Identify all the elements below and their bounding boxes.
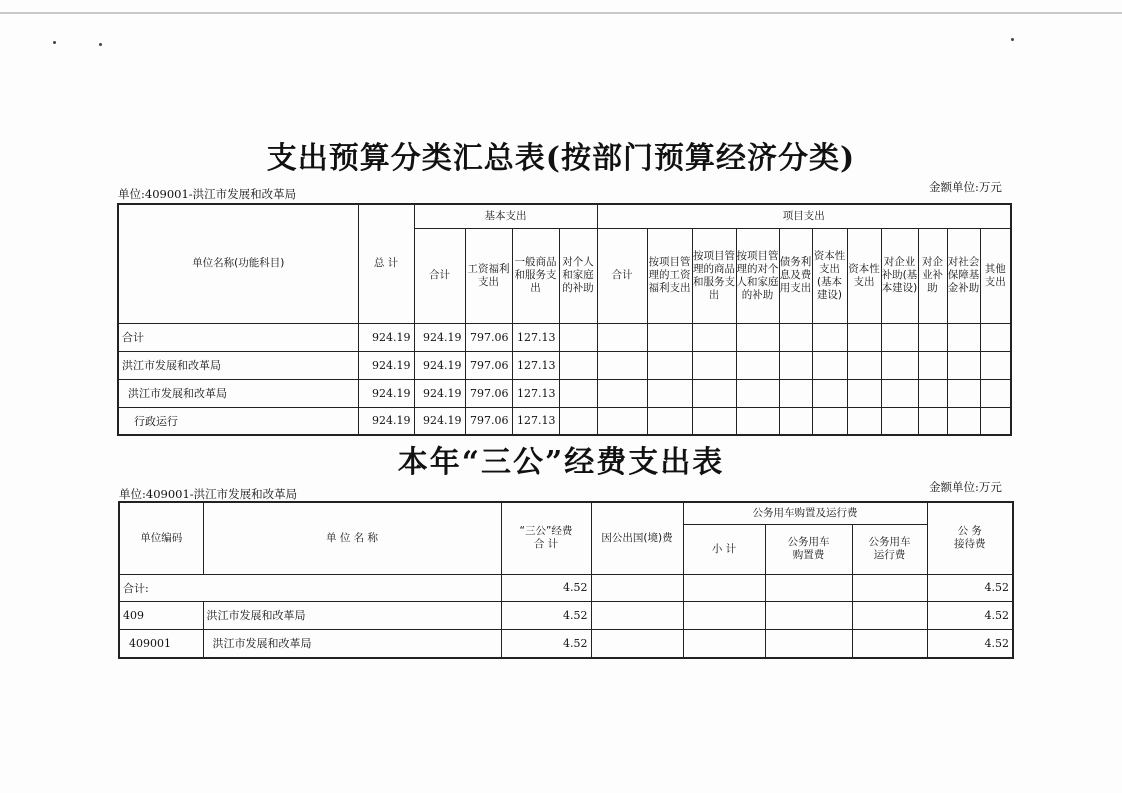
header-social-security: 对社会保障基金补助 (947, 228, 980, 323)
header-vehicle-purchase (765, 524, 852, 574)
row-total: 4.52 (501, 601, 591, 629)
header-sangong-line2: 合 计 (533, 538, 559, 551)
row-reception: 4.52 (927, 629, 1013, 658)
header-unit-code: 单位编码 (119, 502, 203, 574)
header-total: 总 计 (358, 204, 414, 323)
header-reception (927, 502, 1013, 574)
expenditure-classification-table (117, 203, 1012, 436)
row-code: 409001 (119, 629, 203, 658)
row-name: 洪江市发展和改革局 (118, 379, 358, 407)
table-row (119, 574, 1013, 601)
header-project-salary: 按项目管理的工资福利支出 (647, 228, 692, 323)
header-capital: 资本性支出 (847, 228, 881, 323)
row-reception: 4.52 (927, 574, 1013, 601)
table-row (118, 407, 1011, 435)
header-project: 项目支出 (597, 204, 1011, 228)
header-project-personal: 按项目管理的对个人和家庭的补助 (736, 228, 779, 323)
header-capital-construction: 资本性支出(基本建设) (812, 228, 847, 323)
row-goods: 127.13 (512, 351, 559, 379)
header-salary: 工资福利支出 (465, 228, 512, 323)
table1-amount-unit: 金额单位:万元 (929, 180, 1002, 194)
header-project-total: 合计 (597, 228, 647, 323)
scan-edge-line (0, 12, 1122, 14)
row-basic-total: 924.19 (414, 351, 465, 379)
header-vehicle: 公务用车购置及运行费 (683, 502, 927, 524)
table2-title: 本年“三公”经费支出表 (397, 445, 725, 480)
row-name: 行政运行 (118, 407, 358, 435)
row-salary: 797.06 (465, 379, 512, 407)
table-row (119, 629, 1013, 658)
scan-speck (1011, 38, 1014, 41)
row-salary: 797.06 (465, 351, 512, 379)
header-purchase-line1: 公务用车 (787, 536, 830, 548)
table1-unit: 单位:409001-洪江市发展和改革局 (118, 187, 297, 201)
row-total: 924.19 (358, 379, 414, 407)
row-name: 洪江市发展和改革局 (118, 351, 358, 379)
row-salary: 797.06 (465, 407, 512, 435)
table-row (119, 601, 1013, 629)
row-salary: 797.06 (465, 323, 512, 351)
header-vehicle-subtotal: 小 计 (683, 524, 765, 574)
header-reception-line1: 公 务 (957, 525, 982, 538)
header-sangong-total (501, 502, 591, 574)
row-basic-total: 924.19 (414, 407, 465, 435)
row-total: 924.19 (358, 407, 414, 435)
row-goods: 127.13 (512, 379, 559, 407)
row-name: 合计 (118, 323, 358, 351)
row-basic-total: 924.19 (414, 323, 465, 351)
header-unit-name: 单位名称(功能科目) (118, 204, 358, 323)
header-project-goods: 按项目管理的商品和服务支出 (692, 228, 736, 323)
header-operation-line1: 公务用车 (868, 536, 911, 548)
header-goods-services: 一般商品和服务支出 (512, 228, 559, 323)
row-total: 924.19 (358, 323, 414, 351)
table-row (118, 351, 1011, 379)
header-operation-line2: 运行费 (873, 549, 906, 561)
row-reception: 4.52 (927, 601, 1013, 629)
table1-title: 支出预算分类汇总表(按部门预算经济分类) (266, 141, 856, 176)
row-goods: 127.13 (512, 407, 559, 435)
header-basic-total: 合计 (414, 228, 465, 323)
row-total: 4.52 (501, 574, 591, 601)
row-total: 4.52 (501, 629, 591, 658)
row-basic-total: 924.19 (414, 379, 465, 407)
row-total: 924.19 (358, 351, 414, 379)
header-sangong-line1: “三公”经费 (519, 525, 573, 538)
header-enterprise-subsidy: 对企业补助 (918, 228, 947, 323)
table2-amount-unit: 金额单位:万元 (929, 480, 1002, 494)
header-reception-line2: 接待费 (954, 538, 986, 551)
scan-speck (99, 43, 102, 46)
three-public-expenses-table (118, 501, 1014, 659)
header-debt-interest: 债务利息及费用支出 (779, 228, 812, 323)
scan-speck (53, 41, 56, 44)
row-name: 洪江市发展和改革局 (203, 629, 501, 658)
header-vehicle-operation (852, 524, 927, 574)
table-row (118, 379, 1011, 407)
header-unit-name: 单 位 名 称 (203, 502, 501, 574)
header-purchase-line2: 购置费 (792, 549, 825, 561)
row-code: 合计: (119, 574, 501, 601)
table-row (118, 323, 1011, 351)
row-name: 洪江市发展和改革局 (203, 601, 501, 629)
header-personal-subsidy: 对个人和家庭的补助 (559, 228, 597, 323)
header-abroad: 因公出国(境)费 (591, 502, 683, 574)
header-enterprise-construction: 对企业补助(基本建设) (881, 228, 918, 323)
header-other: 其他支出 (980, 228, 1011, 323)
row-goods: 127.13 (512, 323, 559, 351)
row-code: 409 (119, 601, 203, 629)
header-basic: 基本支出 (414, 204, 597, 228)
table2-unit: 单位:409001-洪江市发展和改革局 (119, 487, 298, 501)
